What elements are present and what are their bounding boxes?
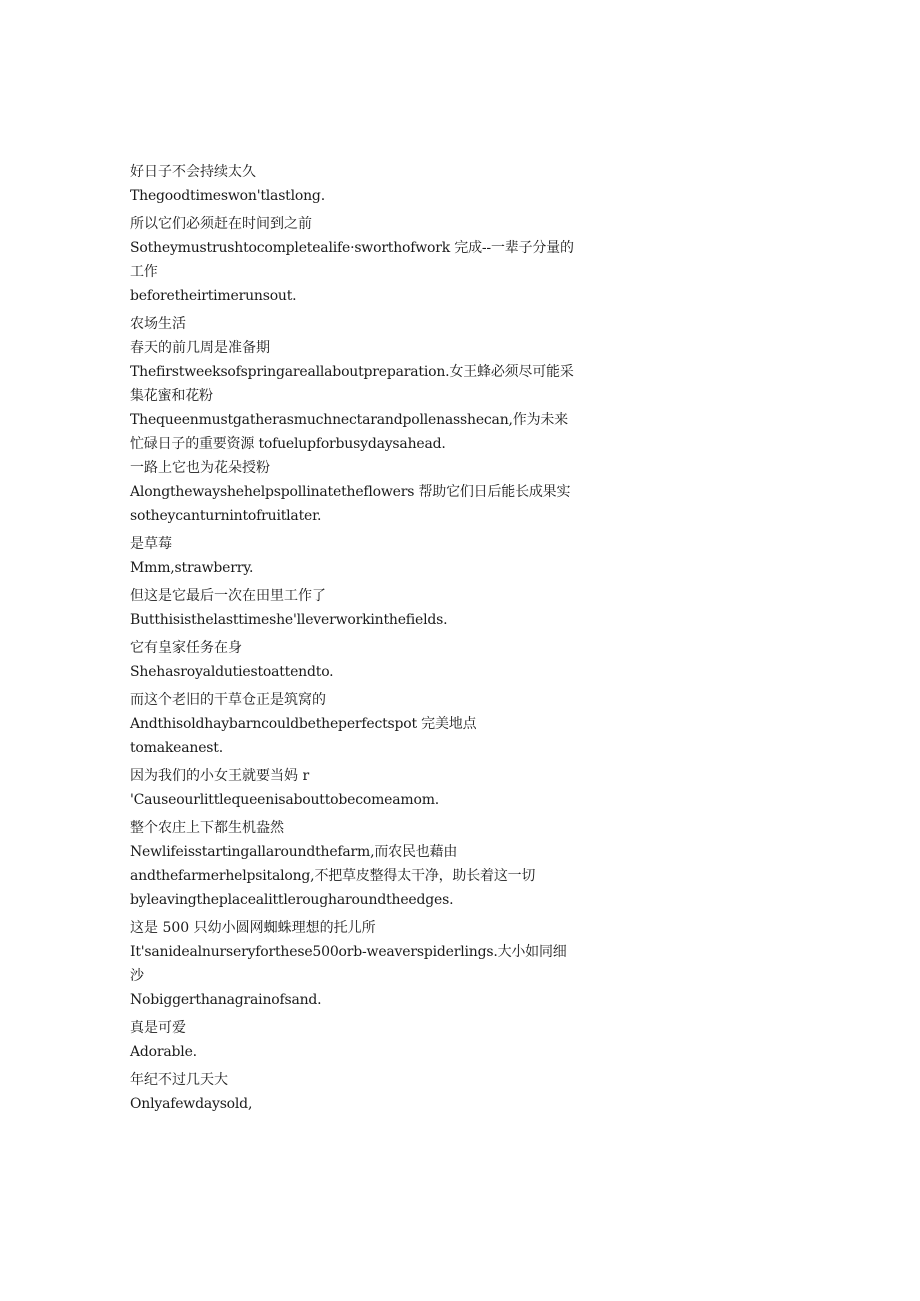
transcript-line-zh: 它有皇家任务在身 (130, 640, 242, 656)
transcript-line-zh: 真是可爱 (130, 1020, 186, 1036)
transcript-line-en: Adorable. (130, 1044, 197, 1060)
transcript-line-en: beforetheirtimerunsout. (130, 288, 297, 304)
transcript-line-en: Butthisisthelasttimeshe'lleverworkinthefields. (130, 612, 448, 628)
transcript-line-mixed: Sotheymustrushtocompletealife·sworthofwork 完成--一辈子分量的工作 (130, 240, 574, 280)
transcript-line-en: 'Causeourlittlequeenisabouttobecomeamom. (130, 792, 440, 808)
transcript-line-zh: 是草莓 (130, 536, 172, 552)
transcript-line-zh: 年纪不过几天大 (130, 1072, 228, 1088)
transcript-line-zh: 因为我们的小女王就要当妈 r (130, 768, 310, 784)
transcript-line-en: byleavingtheplacealittlerougharoundtheedges. (130, 892, 454, 908)
section-heading: 农场生活 (130, 316, 186, 332)
transcript-line-en: tomakeanest. (130, 740, 223, 756)
transcript-line-zh: 所以它们必须赶在时间到之前 (130, 216, 312, 232)
transcript-text (130, 160, 575, 1116)
transcript-line-zh: 春天的前几周是准备期 (130, 340, 270, 356)
transcript-line-en: Thegoodtimeswon'tlastlong. (130, 188, 325, 204)
transcript-line-en: Onlyafewdaysold, (130, 1096, 253, 1112)
transcript-line-mixed: andthefarmerhelpsitalong,不把草皮整得太干净，助长着这一切 (130, 868, 536, 884)
transcript-line-mixed: Thequeenmustgatherasmuchnectarandpollenasshecan,作为未来忙碌日子的重要资源 tofuelupforbusydaysahead. (130, 412, 568, 452)
transcript-line-zh: 而这个老旧的干草仓正是筑窝的 (130, 692, 326, 708)
transcript-line-mixed: It'sanidealnurseryforthese500orb-weaverspiderlings.大小如同细沙 (130, 944, 567, 984)
transcript-line-zh: 这是 500 只幼小圆网蜘蛛理想的托儿所 (130, 920, 376, 936)
transcript-line-en: Mmm,strawberry. (130, 560, 254, 576)
transcript-line-zh: 但这是它最后一次在田里工作了 (130, 588, 326, 604)
transcript-line-en: Shehasroyaldutiestoattendto. (130, 664, 334, 680)
transcript-line-mixed: Andthisoldhaybarncouldbetheperfectspot 完美地点 (130, 716, 477, 732)
transcript-line-en: Nobiggerthanagrainofsand. (130, 992, 322, 1008)
transcript-line-zh: 一路上它也为花朵授粉 (130, 460, 270, 476)
transcript-line-mixed: Alongthewayshehelpspollinatetheflowers 帮助它们日后能长成果实 (130, 484, 571, 500)
transcript-line-mixed: Newlifeisstartingallaroundthefarm,而农民也藉由 (130, 844, 458, 860)
transcript-line-mixed: Thefirstweeksofspringareallaboutpreparation.女王蜂必须尽可能采集花蜜和花粉 (130, 364, 574, 404)
transcript-line-zh: 整个农庄上下都生机盎然 (130, 820, 284, 836)
transcript-line-zh: 好日子不会持续太久 (130, 164, 256, 180)
transcript-line-en: sotheycanturnintofruitlater. (130, 508, 322, 524)
